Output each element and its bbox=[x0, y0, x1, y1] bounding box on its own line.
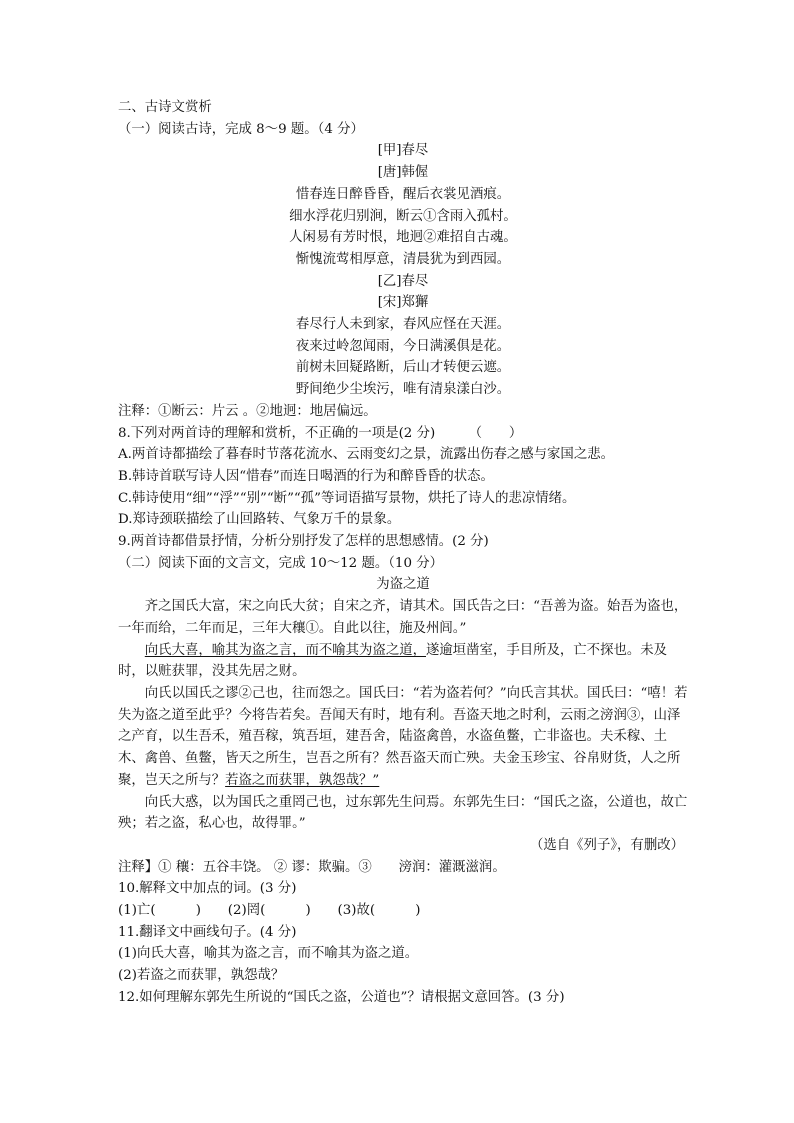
poem-b-line: 前树未回疑路断，后山才转便云遮。 bbox=[295, 360, 511, 376]
question-8-stem: 8.下列对两首诗的理解和赏析，不正确的一项是(2 分) （ ） bbox=[118, 425, 523, 441]
question-8 bbox=[118, 423, 688, 532]
poem-b-line: 春尽行人未到家，春风应怪在天涯。 bbox=[295, 317, 511, 333]
poem-b-line: 野间绝少尘埃污，唯有清泉漾白沙。 bbox=[295, 382, 511, 398]
poem-b-line: 夜来过岭忽闻雨，今日满溪俱是花。 bbox=[295, 338, 511, 354]
section-title: 二、古诗文赏析 bbox=[118, 100, 212, 115]
question-8-option-d: D.郑诗颈联描绘了山回路转、气象万千的景象。 bbox=[118, 512, 401, 528]
poem-a-author: [唐]韩偓 bbox=[377, 165, 429, 181]
poem-a-line: 惜春连日醉昏昏，醒后衣裳见酒痕。 bbox=[295, 186, 511, 202]
poem-a-line: 人闲易有芳时恨，地迥②难招自古魂。 bbox=[289, 230, 517, 246]
poem-notes: 注释：①断云：片云 。②地迥：地居偏远。 bbox=[118, 403, 377, 419]
question-12: 12.如何理解东郭先生所说的“国氏之盗，公道也”？请根据文意回答。(3 分) bbox=[118, 989, 565, 1005]
passage bbox=[118, 596, 688, 835]
part1-instruction: （一）阅读古诗，完成 8～9 题。（4 分） bbox=[118, 121, 364, 137]
question-11: 11.翻译文中画线句子。(4 分) bbox=[118, 924, 297, 940]
paragraph-3-main: 向氏以国氏之谬②己也，往而怨之。国氏曰：“若为盗若何？”向氏言其状。国氏曰：“嘻！若失为盗之道至此乎？今将告若矣。吾闻天有时，地有利。吾盗天地之时利，云雨之滂润③，山泽之产育，以生吾禾，殖吾稼，筑吾垣，建吾舍，陆盗禽兽，水盗鱼鳖，亡非盗也。夫禾稼、土木、禽兽、鱼鳖，皆天之所生，岂吾之所有？然吾盗天而亡殃。夫金玉珍宝、谷帛财货，人之所聚，岂天之所与？ bbox=[118, 685, 688, 788]
question-9: 9.两首诗都借景抒情，分析分别抒发了怎样的思想感情。(2 分) bbox=[118, 534, 489, 550]
question-10-items: (1)亡( ) (2)罔( ) (3)故( ) bbox=[118, 903, 421, 919]
passage-notes: 注释】① 穰：五谷丰饶。 ② 谬：欺骗。③ 滂润：灌溉滋润。 bbox=[118, 859, 506, 875]
passage-paragraph-3 bbox=[118, 683, 688, 792]
poem-a-line: 细水浮花归别涧，断云①含雨入孤村。 bbox=[289, 208, 517, 224]
passage-title: 为盗之道 bbox=[376, 577, 430, 593]
poem-b-title: [乙]春尽 bbox=[377, 273, 429, 289]
exam-page bbox=[118, 97, 688, 1009]
poem-a bbox=[118, 140, 688, 270]
poem-a-line: 惭愧流莺相厚意，清晨犹为到西园。 bbox=[295, 251, 511, 267]
passage-paragraph-4: 向氏大惑，以为国氏之重罔己也，过东郭先生问焉。东郭先生曰：“国氏之盗，公道也，故亡殃；若之盗，私心也，故得罪。” bbox=[118, 794, 688, 832]
poem-a-title: [甲]春尽 bbox=[377, 143, 429, 159]
passage-source: （选自《列子》，有删改） bbox=[530, 837, 684, 853]
question-8-option-a: A.两首诗都描绘了暮春时节落花流水、云雨变幻之景，流露出伤春之感与家国之悲。 bbox=[118, 447, 614, 463]
part2-instruction: （二）阅读下面的文言文，完成 10～12 题。（10 分） bbox=[118, 555, 443, 571]
question-8-option-c: C.韩诗使用“细”“浮”“别”“断”“孤”等词语描写景物，烘托了诗人的悲凉情绪。 bbox=[118, 490, 576, 506]
question-10: 10.解释文中加点的词。(3 分) bbox=[118, 881, 297, 897]
passage-paragraph-2 bbox=[118, 640, 688, 683]
underlined-sentence-2: 若盗之而获罪，孰怨哉？” bbox=[225, 772, 380, 788]
poem-b-author: [宋]郑獬 bbox=[377, 295, 429, 311]
question-8-option-b: B.韩诗首联写诗人因“惜春”而连日喝酒的行为和醉昏昏的状态。 bbox=[118, 468, 494, 484]
paragraph-2-rest: 遂逾垣凿室，手目所及，亡不探也。未及时，以赃获罪，没其先居之财。 bbox=[118, 642, 668, 680]
underlined-sentence-1: 向氏大喜，喻其为盗之言，而不喻其为盗之道， bbox=[144, 642, 426, 658]
passage-paragraph-1: 齐之国氏大富，宋之向氏大贫；自宋之齐，请其术。国氏告之曰：“吾善为盗。始吾为盗也，一年而给，二年而足，三年大穰①。自此以往，施及州闾。” bbox=[118, 599, 688, 636]
question-11-item-2: (2)若盗之而获罪，孰怨哉？ bbox=[118, 968, 285, 984]
poem-b bbox=[118, 271, 688, 401]
question-11-item-1: (1)向氏大喜，喻其为盗之言，而不喻其为盗之道。 bbox=[118, 946, 419, 962]
